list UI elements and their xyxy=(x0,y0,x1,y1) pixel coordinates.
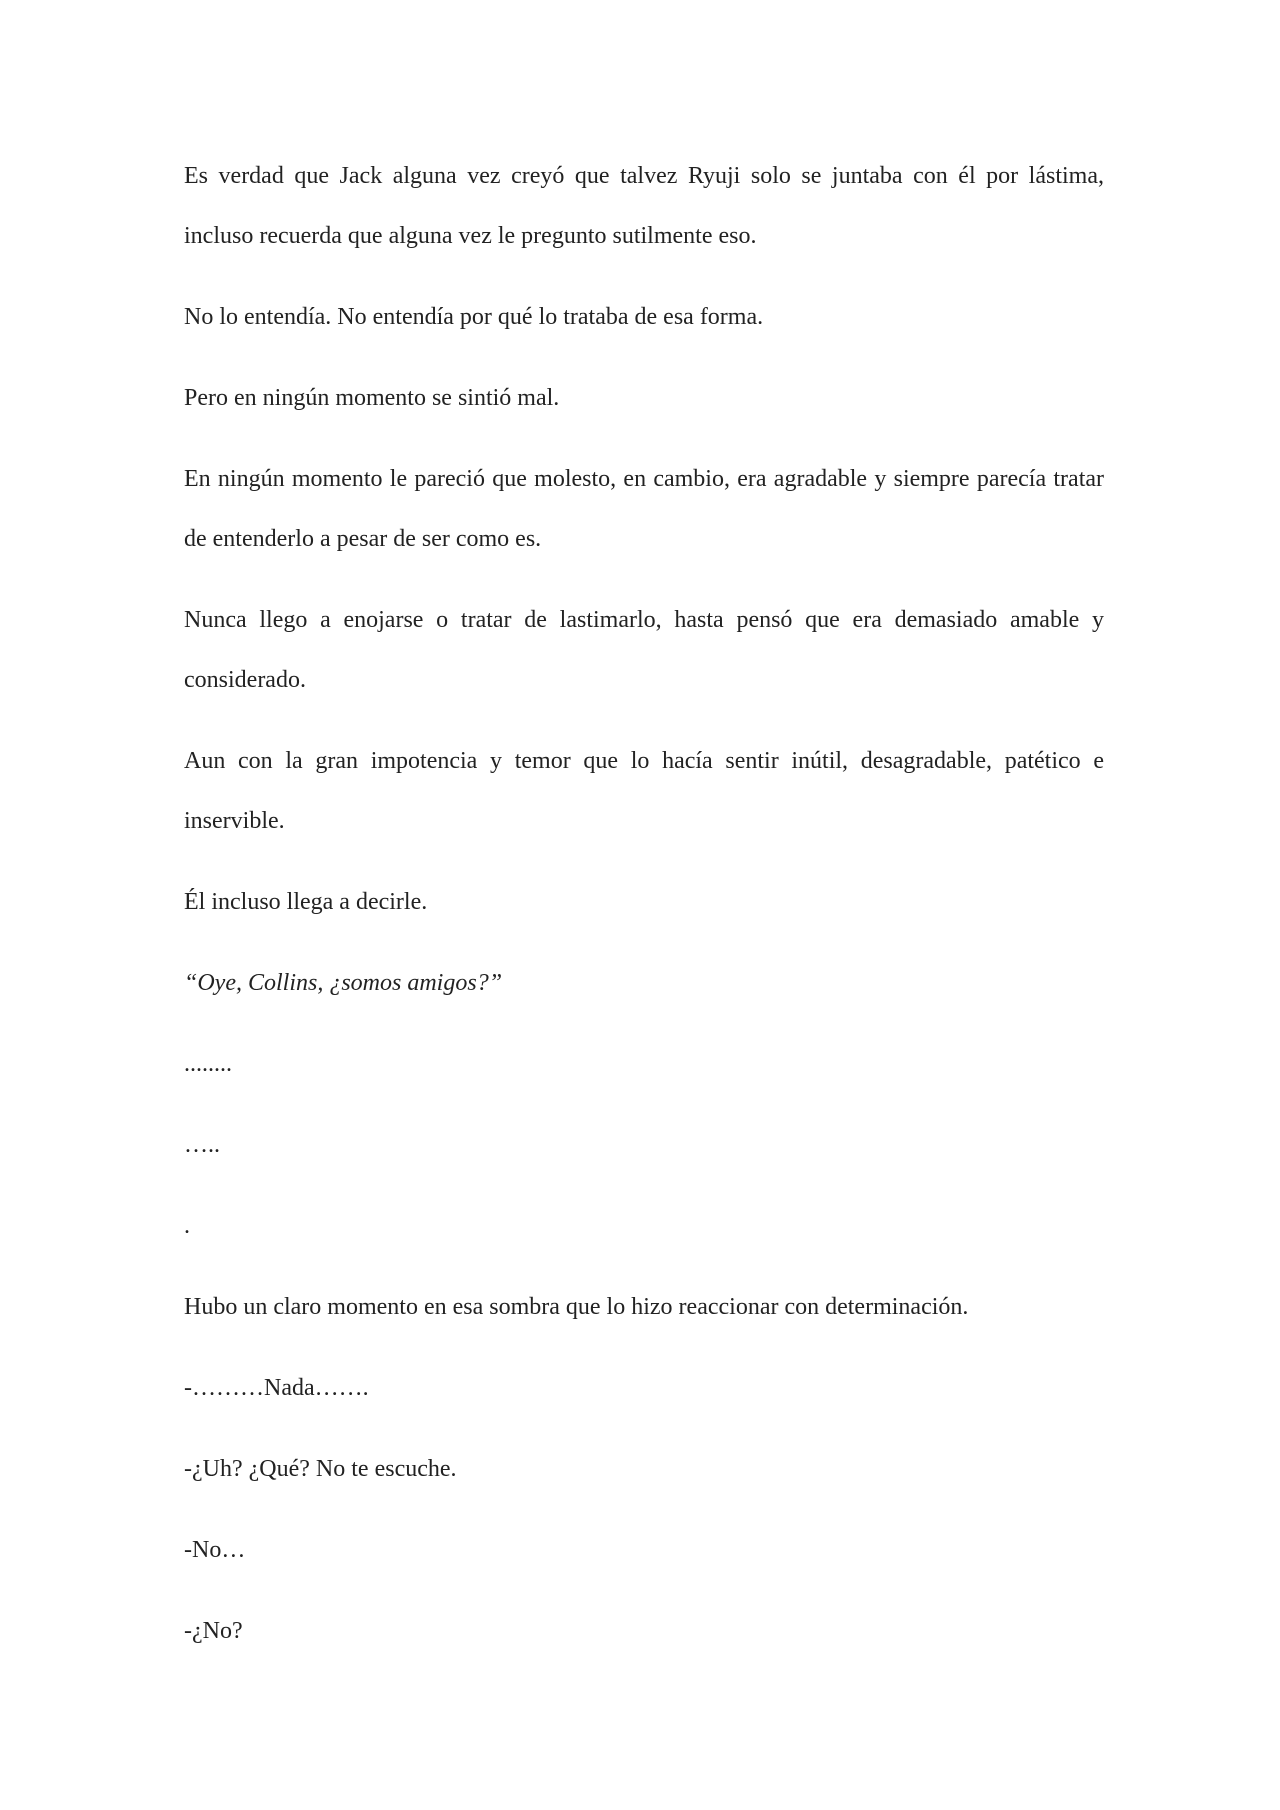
paragraph-agradable: En ningún momento le pareció que molesto, en cambio, era agradable y siempre parecía tratar de entenderlo a pesar de ser como es. xyxy=(184,466,1104,552)
paragraph-quote-amigos: “Oye, Collins, ¿somos amigos?” xyxy=(184,970,503,996)
paragraph-impotencia: Aun con la gran impotencia y temor que lo hacía sentir inútil, desagradable, patético e inservible. xyxy=(184,748,1104,834)
dialogue-no-question: -¿No? xyxy=(184,1618,243,1644)
paragraph-decirle: Él incluso llega a decirle. xyxy=(184,889,428,915)
paragraph-no-entendia: No lo entendía. No entendía por qué lo trataba de esa forma. xyxy=(184,304,764,330)
paragraph-determinacion: Hubo un claro momento en esa sombra que lo hizo reaccionar con determinación. xyxy=(184,1294,969,1320)
dialogue-no-te-escuche: -¿Uh? ¿Qué? No te escuche. xyxy=(184,1456,457,1482)
paragraph-ellipsis-3: . xyxy=(184,1213,190,1239)
paragraph-ellipsis-2: ….. xyxy=(184,1132,220,1158)
dialogue-no: -No… xyxy=(184,1537,246,1563)
paragraph-lastima: Es verdad que Jack alguna vez creyó que talvez Ryuji solo se juntaba con él por lástima, incluso recuerda que alguna vez le pregunto sutilmente eso. xyxy=(184,163,1104,249)
paragraph-ellipsis-1: ........ xyxy=(184,1051,232,1077)
paragraph-amable: Nunca llego a enojarse o tratar de lastimarlo, hasta pensó que era demasiado amable y considerado. xyxy=(184,607,1104,693)
dialogue-nada: -………Nada……. xyxy=(184,1375,369,1401)
document-body xyxy=(184,146,1104,1682)
paragraph-no-se-sintio-mal: Pero en ningún momento se sintió mal. xyxy=(184,385,560,411)
